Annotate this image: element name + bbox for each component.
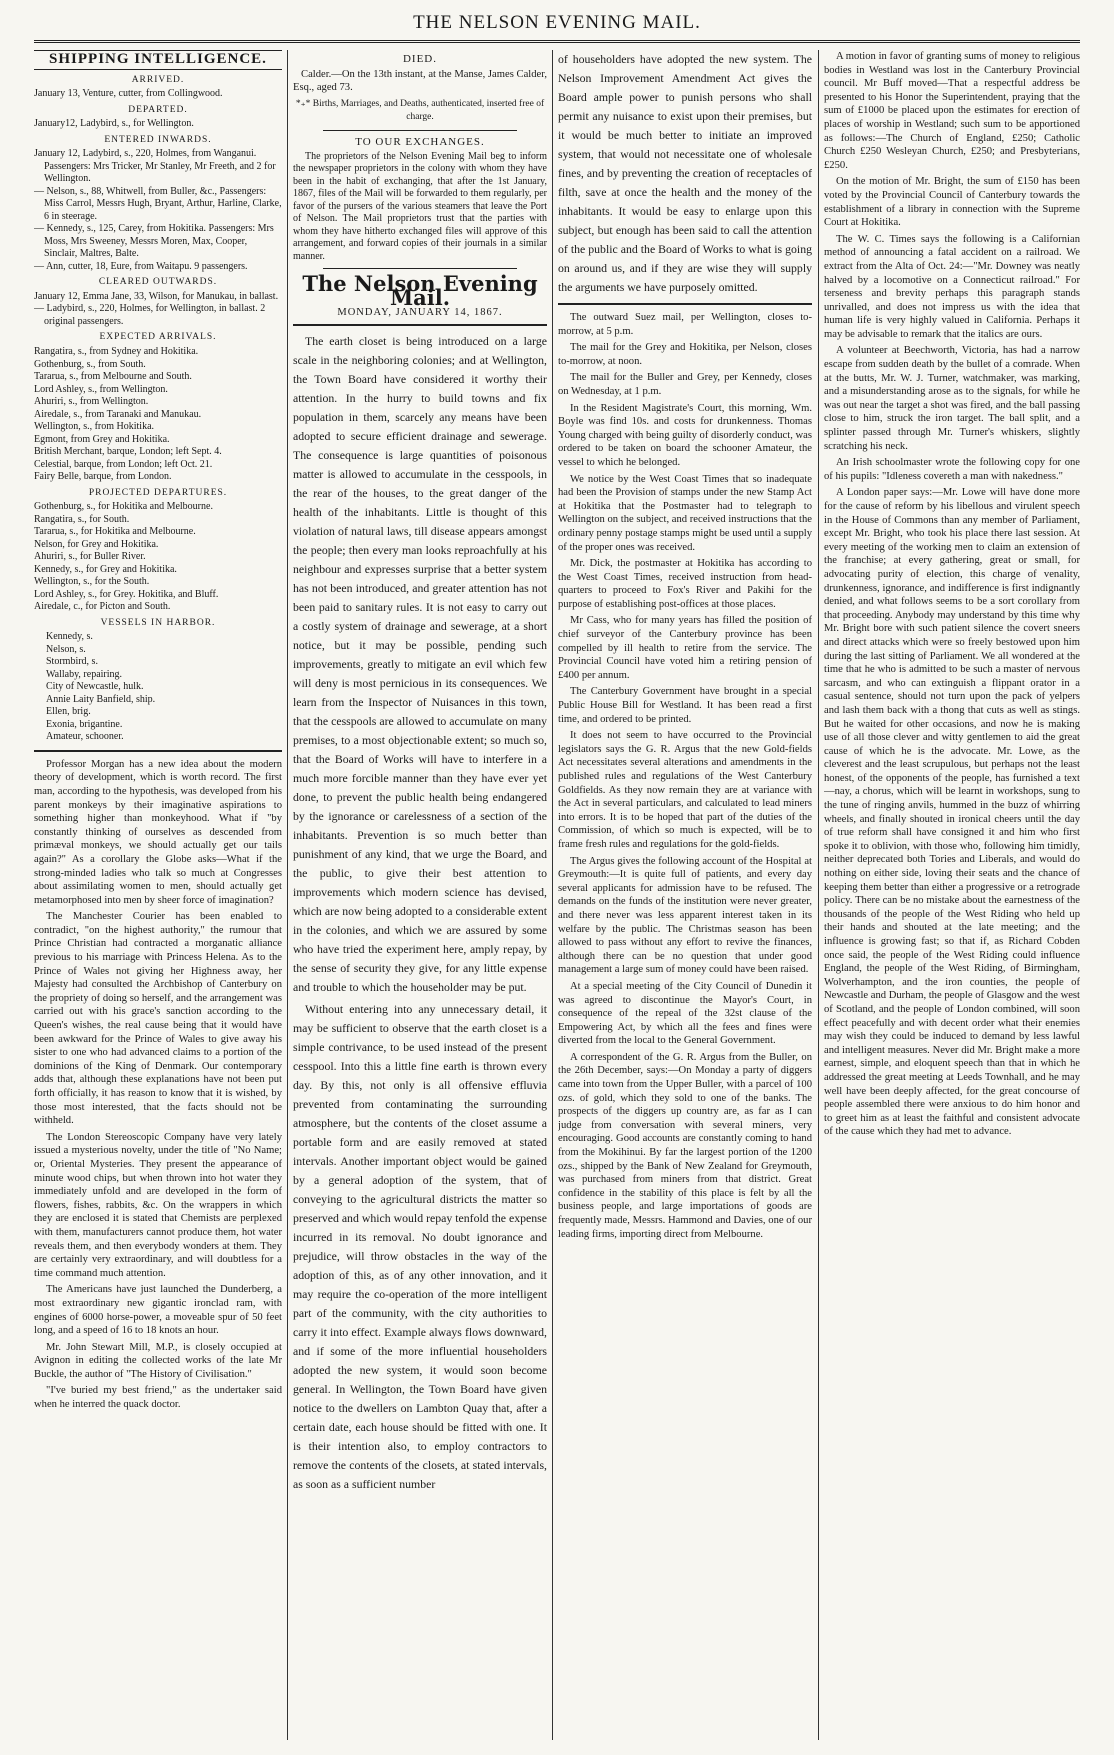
article-paragraph: The Americans have just launched the Dunderberg, a most extraordinary new gigantic ironclad ram, with engines of 6000 horse-power, a moveable spur of 50 feet long, and a speed of 16 to 18 knots an hour. xyxy=(34,1284,282,1337)
expected-list xyxy=(34,346,282,484)
masthead-rule xyxy=(34,40,1080,43)
expected-label: EXPECTED ARRIVALS. xyxy=(99,332,217,343)
article-paragraph: The mail for the Grey and Hokitika, per Nelson, closes to-morrow, at noon. xyxy=(558,342,812,367)
list-item: Celestial, barque, from London; left Oct. 21. xyxy=(34,458,213,470)
article-paragraph: The earth closet is being introduced on a large scale in the neighboring colonies; and at Wellington, the Town Board have considered it worthy their attention. In the hurry to build towns and fix population in them, scarcely any means have been adopted to secure efficient drainage and sewerage. The consequence is large quantities of poisonous matter is allowed to accumulate in the cesspools, in the rear of the houses, to the great danger of the health of the inhabitants. Little is thought of this violation of natural laws, till disease appears amongst the people; then every man looks reproachfully at his neighbour and expresses surprise that a better system has not been introduced, and greater attention has not been paid to sanitary rules. It is not easy to carry out a costly system of drainage and sewerage, at a short notice, but it may be possible, pending such improvements, greatly to mitigate an evil which few will deny is most pernicious in its consequences. We learn from the Inspector of Nuisances in this town, that the cesspools are allowed to accumulate on many premises, to a most objectionable extent; so much so, that the Board of Works will have to interfere in a much more forcible manner than they have ever yet done, to prevent the public health being endangered by the ignorance or carelessness of a section of the inhabitants. Prevention is so much better than punishment of any kind, that we urge the Board, and the public, to give their best attention to improvements which modern science has devised, which are now being adopted to a considerable extent in the colonies, and which we are assured by some who have tried the experiment here, amply repay, by the sense of security they give, for any little expense and trouble to which the householder may be put. xyxy=(293,333,547,994)
list-item: Egmont, from Grey and Hokitika. xyxy=(34,433,170,445)
cleared-label: CLEARED OUTWARDS. xyxy=(98,277,218,288)
harbor-list xyxy=(34,631,282,744)
list-item: City of Newcastle, hulk. xyxy=(46,681,144,693)
column-4 xyxy=(824,50,1080,1740)
column-1 xyxy=(34,50,282,1740)
projected-label: PROJECTED DEPARTURES. xyxy=(88,487,228,498)
exchanges-body: The proprietors of the Nelson Evening Mail beg to inform the newspaper proprietors in the colony with whom they have been in the habit of exchanging, that after the 1st January, 1867, files of the Mail will be forwarded to them regularly, per favor of the pursers of the various steamers that leave the Port of Nelson. The Mail proprietors trust that the parties with whom they have hitherto exchanged files will approve of this arrangement, and forward copies of their journals in a similar manner. xyxy=(293,150,547,262)
article-paragraph: Mr. Dick, the postmaster at Hokitika has according to the West Coast Times, received instruction from head-quarters to proceed to Fox's River and Pakihi for the purpose of establishing post-offices at those places. xyxy=(558,558,812,610)
list-item: Wallaby, repairing. xyxy=(46,668,123,680)
article-paragraph: A London paper says:—Mr. Lowe will have done more for the cause of reform by his libellous and virulent speech in the House of Commons than any member of Parliament, except Mr. Bright, who took his place there last session. At every meeting of the working men to claim an extension of the franchise; at every gathering, great or small, for advocating purity of election, this charge of venality, drunkenness, ignorance, and indifference is first indignantly denied, and what follows seems to be a sort corollary from that proceeding. Anybody may understand by this time why Mr. Bright bore with such patient silence the covert sneers and direct attacks which were so freely bestowed upon him during the last sitting of Parliament. We all wondered at the time that he who is admitted to be such a master of nervous sarcasm, and who can extinguish a flippant orator in a casual sentence, should not turn upon the pack of yelpers and lash them back with a thong that cuts as well as stings. But he waited for other occasions, and now he is making use of all those clever and witty gentlemen to aid the great cause of which he is the advocate. Mr. Lowe, as the cleverest and the least scrupulous, but perhaps not the least honest, of the opponents of the people, has furnished a text—nay, a chorus, which will be learnt in workshops, sung to the tune of ringing anvils, hummed in the buzz of whirring wheels, and finally shouted in ironical cheers until the day of true reform shall have consigned it and him who first spoke it to oblivion, with those who, following him timidly, neither deprecated both Tories and Liberals, and would do nothing on either side, loving their seats and the chance of keeping them better than either a progressive or a retrograde policy. There can be no mistake about the earnestness of the thousands of the people of the West Riding who held up their hands and shouted at the late meeting; and the influence is growing fast; so that if, as Richard Cobden once said, the people of the West Riding could influence England, the people of the West Riding, of Birmingham, Wolverhampton, and the iron counties, the people of Newcastle and Durham, the people of Glasgow and the west of Scotland, and the people of London combined, will soon effect peacefully and with decent order what their enemies may wish they could be induced to demand by less lawful and intelligent measures. Never did Mr. Bright make a more earnest, simple, and eloquent speech than that in which he addressed the great meeting at Leeds Townhall, and he may well have been deeply affected, for the great concourse of people assembled there were anxious to do him honor and to greet him as at least the faithful and consistent advocate of the cause which they had met to advance. xyxy=(824,487,1080,1138)
article-paragraph: The London Stereoscopic Company have very lately issued a mysterious novelty, under the title of "No Name; or, Oriental Mysteries. They present the appearance of minute wood chips, but when thrown into hot water they immediately unfold and are developed in the form of flowers, fishes, rabbits, &c. On the wrappers in which they are enclosed it is stated that Chemists are perplexed with them, manufacturers cannot produce them, hot water reveals them, and then everybody wonders at them. They are certainly very extraordinary, and will doubtless for a time command much attention. xyxy=(34,1131,282,1279)
exchanges-heading: TO OUR EXCHANGES. xyxy=(355,135,485,148)
bmd-notice: *₊* Births, Marriages, and Deaths, authenticated, inserted free of charge. xyxy=(295,98,545,123)
list-item: Gothenburg, s., for Hokitika and Melbourne. xyxy=(34,501,213,513)
column-3 xyxy=(558,50,812,1740)
list-item: Wellington, s., for the South. xyxy=(34,576,150,588)
list-item: — Ann, cutter, 18, Eure, from Waitapu. 9 passengers. xyxy=(34,260,248,272)
list-item: Nelson, s. xyxy=(46,643,86,655)
list-item: Gothenburg, s., from South. xyxy=(34,358,146,370)
list-item: Ahuriri, s., for Buller River. xyxy=(34,551,146,563)
rule xyxy=(558,303,812,305)
column-divider xyxy=(287,50,288,1740)
col3-news xyxy=(558,311,812,1241)
list-item: January 13, Venture, cutter, from Collingwood. xyxy=(34,88,223,100)
departed-label: DEPARTED. xyxy=(128,104,188,115)
list-item: Ellen, brig. xyxy=(46,706,91,718)
section-rule xyxy=(34,750,282,752)
list-item: Wellington, s., from Hokitika. xyxy=(34,421,155,433)
article-paragraph: At a special meeting of the City Council of Dunedin it was agreed to discontinue the Mayor's Court, in consequence of the repeal of the 32st clause of the Empowering Act, by which all the fees and fines were diverted from the local to the General Government. xyxy=(558,980,812,1047)
article-paragraph: We notice by the West Coast Times that so inadequate had been the Provision of stamps under the new Stamp Act at Hokitika that the Postmaster had to telegraph to Wellington on the subject, and received instructions that the ordinary penny postage stamps might be used until a supply of the proper ones was received. xyxy=(558,473,812,553)
article-paragraph: A correspondent of the G. R. Argus from the Buller, on the 26th December, says:—On Monday a party of diggers came into town from the Upper Buller, with a parcel of 100 ozs. of gold, which they sold to one of the banks. The prospects of the diggers up country are, as far as I can judge from conversation with several miners, very encouraging. Good accounts are constantly coming to hand from the Mokihinui. By far the largest portion of the 1200 ozs., shipped by the Bank of New Zealand for Greymouth, was purchased from miners from that district. Great confidence in the stability of this place is felt by all the business people, and large importations of goods are frequently made, Messrs. Hammond and Davies, one of our leading firms, importing direct from Melbourne. xyxy=(558,1051,812,1240)
entered-list xyxy=(34,148,282,273)
leader-continued: of householders have adopted the new system. The Nelson Improvement Amendment Act gives the Board ample power to punish persons who shall permit any nuisance to exist upon their premises, but it would be much better to initiate an improved system, that would not necessitate one of wholesale fines, and by preventing the creation of receptacles of filth, save at once the health and the money of the inhabitants. It would be easy to enlarge upon this subject, but enough has been said to call the attention of the public and the Board of Works to what is going on around us, and if they are wise they will supply the arguments we have purposely omitted. xyxy=(558,52,812,294)
masthead: THE NELSON EVENING MAIL. xyxy=(413,12,701,33)
list-item: Airedale, s., from Taranaki and Manukau. xyxy=(34,408,202,420)
list-item: Airedale, c., for Picton and South. xyxy=(34,601,171,613)
column-divider xyxy=(552,50,553,1740)
list-item: — Nelson, s., 88, Whitwell, from Buller, &c., Passengers: Miss Carrol, Messrs Hugh, Bryant, Arthur, Harline, Clarke, 6 in steerage. xyxy=(34,185,282,222)
article-paragraph: In the Resident Magistrate's Court, this morning, Wm. Boyle was find 10s. and costs for drunkenness. Thomas Young charged with being guilty of disorderly conduct, was ordered to be taken on board the schooner Amateur, the vessel to which he belonged. xyxy=(558,402,812,468)
departed-list xyxy=(34,118,282,131)
list-item: Ahuriri, s., from Wellington. xyxy=(34,396,149,408)
harbor-label: VESSELS IN HARBOR. xyxy=(100,617,216,628)
article-paragraph: The mail for the Buller and Grey, per Kennedy, closes on Wednesday, at 1 p.m. xyxy=(558,372,812,397)
column-divider xyxy=(818,50,819,1740)
list-item: Kennedy, s. xyxy=(46,631,93,643)
cleared-list xyxy=(34,291,282,329)
arrived-list xyxy=(34,88,282,101)
article-paragraph: On the motion of Mr. Bright, the sum of £150 has been voted by the Provincial Council of Canterbury towards the establishment of a library in connection with the Supreme Court at Hokitika. xyxy=(824,176,1080,229)
list-item: Lord Ashley, s., for Grey. Hokitika, and Bluff. xyxy=(34,588,219,600)
list-item: January12, Ladybird, s., for Wellington. xyxy=(34,118,194,130)
column-2 xyxy=(293,50,547,1740)
list-item: January 12, Emma Jane, 33, Wilson, for Manukau, in ballast. xyxy=(34,290,279,302)
list-item: Amateur, schooner. xyxy=(46,731,124,743)
list-item: — Ladybird, s., 220, Holmes, for Wellington, in ballast. 2 original passengers. xyxy=(34,303,266,327)
paper-title: The Nelson Evening Mail. xyxy=(302,271,538,310)
shipping-heading: SHIPPING INTELLIGENCE. xyxy=(34,50,282,70)
arrived-label: ARRIVED. xyxy=(131,74,185,85)
article-paragraph: "I've buried my best friend," as the undertaker said when he interred the quack doctor. xyxy=(34,1385,282,1411)
col4-news xyxy=(824,50,1080,1139)
list-item: Nelson, for Grey and Hokitika. xyxy=(34,538,159,550)
list-item: Lord Ashley, s., from Wellington. xyxy=(34,383,168,395)
article-paragraph: It does not seem to have occurred to the Provincial legislators says the G. R. Argus that the new Gold-fields Act necessitates several alterations and amendments in the published rules and regulations of the West Canterbury Goldfields. As they now remain they are at variance with the Act in several particulars, and calculated to lead miners into errors. It is to be hoped that part of the duties of the Commission, of which so much is expected, will be to frame fresh rules and regulations for the gold-fields. xyxy=(558,730,812,850)
list-item: Stormbird, s. xyxy=(46,656,98,668)
list-item: Rangatira, s., for South. xyxy=(34,513,130,525)
list-item: Tararua, s., for Hokitika and Melbourne. xyxy=(34,526,196,538)
rule xyxy=(323,268,517,269)
rule xyxy=(293,324,547,326)
entered-label: ENTERED INWARDS. xyxy=(104,134,212,145)
article-paragraph: The Manchester Courier has been enabled to contradict, "on the highest authority," the rumour that Prince Christian had contracted a morganatic alliance previous to his marriage with Princess Helena. As to the Prince of Wales not giving her Highness away, her Majesty had consulted the Archbishop of Canterbury on the propriety of doing so herself, and the arrangement was carried out with his grace's sanction according to the Queen's wishes, the real cause being that it would have been awkward for the Prince of Wales to give away his sister to one who had advanced claims to a portion of the dominions of the King of Denmark. Our contemporary adds that, although these explanations have not been put forth officially, it has reason to know that it is wished, by those most interested, that the facts should not be withheld. xyxy=(34,911,282,1127)
article-paragraph: The Canterbury Government have brought in a special Public House Bill for Westland. It has been read a first time, and ordered to be printed. xyxy=(558,686,812,725)
article-paragraph: Mr. John Stewart Mill, M.P., is closely occupied at Avignon in editing the collected works of the late Mr Buckle, the author of "The History of Civilisation." xyxy=(34,1341,282,1380)
list-item: Tararua, s., from Melbourne and South. xyxy=(34,371,192,383)
list-item: — Kennedy, s., 125, Carey, from Hokitika. Passengers: Mrs Moss, Mrs Sweeney, Messrs Moren, Max, Cooper, Sinclair, Maltres, Balte. xyxy=(34,223,274,260)
projected-list xyxy=(34,501,282,614)
dateline: MONDAY, JANUARY 14, 1867. xyxy=(337,307,503,319)
article-paragraph: The outward Suez mail, per Wellington, closes to-morrow, at 5 p.m. xyxy=(558,312,812,337)
list-item: Fairy Belle, barque, from London. xyxy=(34,471,172,483)
article-paragraph: Professor Morgan has a new idea about the modern theory of development, which is worth record. The first man, according to the hypothesis, was developed from his parent monkeys by their imaginative aspirations to something higher than monkeyhood. What if "by constantly thinking of ourselves as descended from primæval monkeys, we should actually get our tails again?" As a corollary the Globe asks—What if the strong-minded ladies who talk so much at Congresses about assimilating women to men, should actually get metamorphosed into men by sheer force of imagination? xyxy=(34,758,282,906)
article-paragraph: A motion in favor of granting sums of money to religious bodies in Westland was lost in the Canterbury Provincial council. Mr Buff moved—That a respectful address be presented to his Honor the Superintendent, praying that the sum of £1000 be placed upon the estimates for erection of places of worship in Westland; such sum to be apportioned as follows:—The Church of England, £250; Catholic Church £250 Wesleyan Church, £250; and Presbyterians, £250. xyxy=(824,51,1080,171)
article-paragraph: An Irish schoolmaster wrote the following copy for one of his pupils: "Idleness covereth a man with nakedness." xyxy=(824,457,1080,482)
list-item: January 12, Ladybird, s., 220, Holmes, from Wanganui. Passengers: Mrs Tricker, Mr Stanley, Mr Freeth, and 2 for Wellington. xyxy=(34,148,276,185)
col1-articles xyxy=(34,758,282,1412)
rule xyxy=(323,130,517,131)
col2-leader xyxy=(293,332,547,1494)
article-paragraph: A volunteer at Beechworth, Victoria, has had a narrow escape from sudden death by the bullet of a comrade. When at the butts, Mr. W. J. Turner, watchmaker, was marking, and a misunderstanding arose as to the signals, for while he was out near the target a shot was fired, and the ball passing close to him, struck the iron target. The ball split, and a splinter passed through Mr. Turner's whiskers, slightly scratching his neck. xyxy=(824,345,1080,452)
article-paragraph: Without entering into any unnecessary detail, it may be sufficient to observe that the earth closet is a simple contrivance, to be used instead of the present cesspool. Into this a little fine earth is thrown every day. By this, not only is all offensive effluvia prevented from contaminating the surrounding atmosphere, but the contents of the closet assume a portable form and are easily removed at stated intervals. Another important object would be gained by a general adoption of the system, that of conveying to the agricultural districts the matter so preserved and which would repay tenfold the expense incurred in its removal. No doubt ignorance and prejudice, will throw obstacles in the way of the adoption of this, as of any other innovation, and it may require the co-operation of the more intelligent part of the community, with the city authorities to carry it into effect. Example always flows downward, and if some of the more influential householders adopted the new system, it would soon become general. In Wellington, the Town Board have given notice to the dwellers on Lambton Quay that, after a certain date, each house should be fitted with one. It is their intention also, to employ contractors to remove the contents of the closets, at stated intervals, as soon as a sufficient number xyxy=(293,1001,547,1491)
list-item: Kennedy, s., for Grey and Hokitika. xyxy=(34,563,177,575)
list-item: Annie Laity Banfield, ship. xyxy=(46,693,156,705)
article-paragraph: The Argus gives the following account of the Hospital at Greymouth:—It is quite full of patients, and every day several applicants for admission have to be refused. The demands on the funds of the institution were never greater, and there never was less apparent interest taken in its welfare by the public. The Christmas season has been allowed to pass without any effort to revive the finances, although there can be no question that under good management a large sum of money could have been raised. xyxy=(558,855,812,976)
list-item: Rangatira, s., from Sydney and Hokitika. xyxy=(34,346,199,358)
article-paragraph: The W. C. Times says the following is a Californian method of announcing a fatal accident on a railroad. We extract from the Alta of Oct. 24:—"Mr. Downey was neatly halved by a locomotive on a Connecticut railroad." For terseness and brevity perhaps this paragraph stands unrivalled, and does not impress us with the idea that human life is very highly valued in California. Perhaps it may be advisable to remark that the italics are ours. xyxy=(824,233,1080,340)
died-heading: DIED. xyxy=(402,53,438,65)
list-item: British Merchant, barque, London; left Sept. 4. xyxy=(34,446,222,458)
died-entry: Calder.—On the 13th instant, at the Manse, James Calder, Esq., aged 73. xyxy=(293,68,547,94)
article-paragraph: Mr Cass, who for many years has filled the position of chief surveyor of the Canterbury province has been compelled by ill health to retire from the service. The Provincial Council have voted him a retiring pension of £400 per annum. xyxy=(558,615,812,681)
list-item: Exonia, brigantine. xyxy=(46,718,123,730)
